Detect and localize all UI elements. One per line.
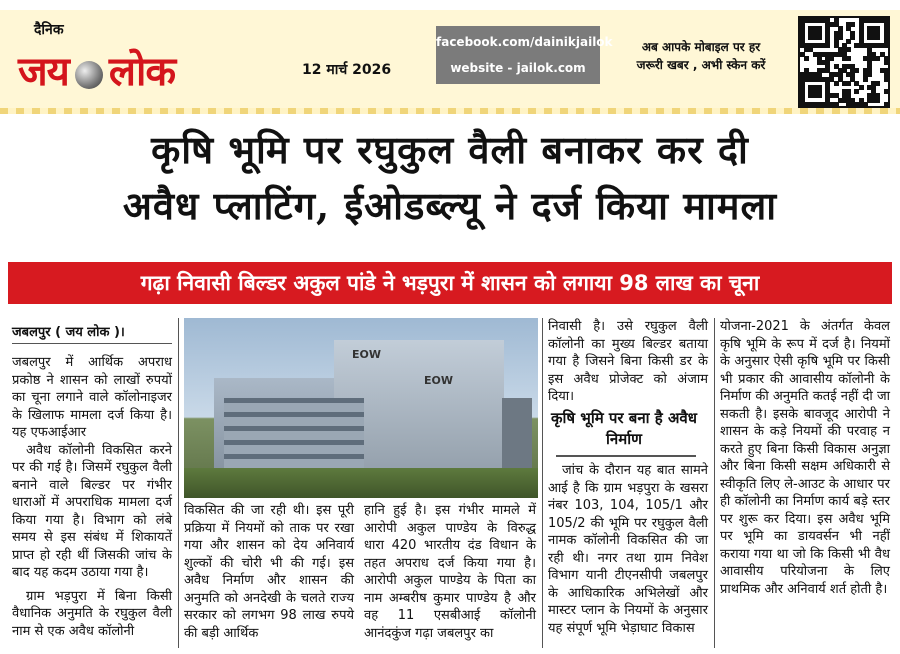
brand-right: लोक bbox=[108, 48, 176, 95]
col4-top-text: निवासी है। उसे रघुकुल वैली कॉलोनी का मुख्य बिल्डर बताया गया है जिसने बिना किसी डर के इस अवैध प्रोजेक्ट को अंजाम दिया। bbox=[548, 319, 708, 404]
column-divider-1 bbox=[178, 318, 179, 648]
qr-module bbox=[817, 93, 822, 98]
qr-module bbox=[834, 102, 839, 107]
article-column-1 bbox=[12, 354, 172, 640]
col5-text: योजना-2021 के अंतर्गत केवल कृषि भूमि के रूप में दर्ज है। नियमों के अनुसार ऐसी कृषि भूमि पर किसी भी प्रकार की आवासीय कॉलोनी के निर्माण की अनुमति कतई नहीं दी जा सकती है। इसके बावजूद आरोपी ने शासन के कड़े नियमों की परवाह न करते हुए बिना किसी विकास अनुज्ञा और बिना किसी सक्षम अधिकारी से स्वीकृति लिए ले-आउट के आधार पर ही कॉलोनी का निर्माण कार्य बड़े स्तर पर शुरू कर दिया। इस अवैध भूमि पर भूमि का डायवर्सन भी नहीं कराया गया था जो कि किसी भी वैध आवासीय परियोजना के लिए प्राथमिक और अनिवार्य शर्त होती है। bbox=[720, 319, 890, 597]
headline-line-1: कृषि भूमि पर रघुकुल वैली बनाकर कर दी bbox=[151, 127, 749, 172]
qr-module bbox=[854, 89, 859, 94]
col3-text: हानि हुई है। इस गंभीर मामले में आरोपी अकुल पाण्डेय के विरुद्ध धारा 420 भारतीय दंड विधान के तहत अपराध दर्ज किया गया है। आरोपी अकुल पाण्डेय के पिता का नाम अम्बरीष कुमार पाण्डेय है और वह 11 एसबीआई कॉलोनी आनंदकुंज गढ़ा जबलपुर का bbox=[364, 503, 536, 641]
qr-module bbox=[825, 43, 830, 48]
qr-module bbox=[863, 77, 868, 82]
column-divider-2 bbox=[542, 318, 543, 648]
article-column-2 bbox=[184, 502, 354, 642]
scan-promo bbox=[612, 38, 790, 74]
article-column-4-top bbox=[548, 318, 708, 406]
qr-module bbox=[804, 56, 809, 61]
col2-text: विकसित की जा रही थी। इस पूरी प्रक्रिया में नियमों को ताक पर रखा गया और शासन को देय अनिवार्य शुल्कों की चोरी भी की गई। इस अवैध निर्माण और शासन की अनुमति को अनदेखी के चलते राज्य सरकार को लगभग 98 लाख रुपये की बड़ी आर्थिक bbox=[184, 503, 354, 641]
subheadline: गढ़ा निवासी बिल्डर अकुल पांडे ने भड़पुरा में शासन को लगाया 98 लाख का चूना bbox=[8, 262, 892, 304]
masthead bbox=[0, 0, 900, 118]
eow-building-photo bbox=[184, 318, 538, 498]
promo-line-2: जरूरी खबर , अभी स्केन करें bbox=[636, 58, 766, 72]
dateline-rule bbox=[12, 343, 172, 344]
issue-date: 12 मार्च 2026 bbox=[302, 62, 392, 78]
eow-sign-1: EOW bbox=[352, 348, 381, 361]
qr-module bbox=[863, 102, 868, 107]
qr-module bbox=[875, 56, 880, 61]
col4-bottom-text: जांच के दौरान यह बात सामने आई है कि ग्राम भड़पुरा के खसरा नंबर 103, 104, 105/1 और 105/2 की भूमि पर रघुकुल वैली नामक कॉलोनी विकसित की जा रही थी। नगर तथा ग्राम निवेश विभाग यानी टीएनसीपी जबलपुर के आधिकारिक अभिलेखों और मास्टर प्लान के नियमों के अनुसार यह संपूर्ण भूमि भेड़ाघाट विकास bbox=[548, 463, 708, 636]
qr-module bbox=[846, 81, 851, 86]
brand-left: जय bbox=[18, 48, 69, 95]
headline bbox=[0, 122, 900, 234]
qr-module bbox=[884, 77, 889, 82]
masthead-strip bbox=[0, 108, 900, 114]
headline-line-2: अवैध प्लाटिंग, ईओडब्ल्यू ने दर्ज किया मामला bbox=[122, 183, 778, 228]
col1-para-2: अवैध कॉलोनी विकसित करने पर की गई है। जिसमें रघुकुल वैली बनाने वाले बिल्डर पर गंभीर धाराओं में अपराधिक मामला दर्ज किया गया है। विभाग को लंबे समय से इस संबंध में शिकायतें प्राप्त हो रही थीं जिसकी जांच के बाद यह कदम उठाया गया है। bbox=[12, 442, 172, 580]
facebook-link[interactable]: facebook.com/dainikjailok bbox=[436, 35, 613, 49]
qr-module bbox=[875, 35, 880, 40]
qr-module bbox=[834, 81, 839, 86]
subhead-rule bbox=[556, 455, 696, 457]
column-divider-3 bbox=[714, 318, 715, 648]
qr-code-icon[interactable] bbox=[798, 16, 890, 108]
article-column-4-bottom bbox=[548, 462, 708, 637]
eow-sign-2: EOW bbox=[424, 374, 453, 387]
promo-line-1: अब आपके मोबाइल पर हर bbox=[641, 40, 761, 54]
qr-module bbox=[884, 102, 889, 107]
col1-para-3: ग्राम भड़पुरा में बिना किसी वैधानिक अनुमति के रघुकुल वैली नाम से एक अवैध कॉलोनी bbox=[12, 588, 172, 639]
col1-para-1: जबलपुर में आर्थिक अपराध प्रकोष्ठ ने शासन को लाखों रुपयों का चूना लगाने वाले कॉलोनाइजर के खिलाफ मामला दर्ज किया है। यह एफआईआर bbox=[12, 355, 172, 440]
qr-module bbox=[817, 35, 822, 40]
social-box bbox=[436, 26, 613, 84]
qr-module bbox=[846, 56, 851, 61]
website-link[interactable]: website - jailok.com bbox=[450, 61, 586, 75]
brand-logo bbox=[18, 42, 175, 97]
article-column-5 bbox=[720, 318, 890, 598]
photo-trees bbox=[184, 468, 538, 498]
article-column-3 bbox=[364, 502, 536, 642]
globe-icon bbox=[75, 61, 103, 89]
section-subhead: कृषि भूमि पर बना है अवैध निर्माण bbox=[550, 409, 697, 448]
dateline: जबलपुर ( जय लोक )। bbox=[12, 325, 125, 340]
qr-module bbox=[884, 89, 889, 94]
building-windows bbox=[224, 398, 364, 478]
qr-module bbox=[884, 60, 889, 65]
qr-module bbox=[875, 98, 880, 103]
qr-module bbox=[884, 43, 889, 48]
brand-prefix: दैनिक bbox=[34, 22, 64, 38]
